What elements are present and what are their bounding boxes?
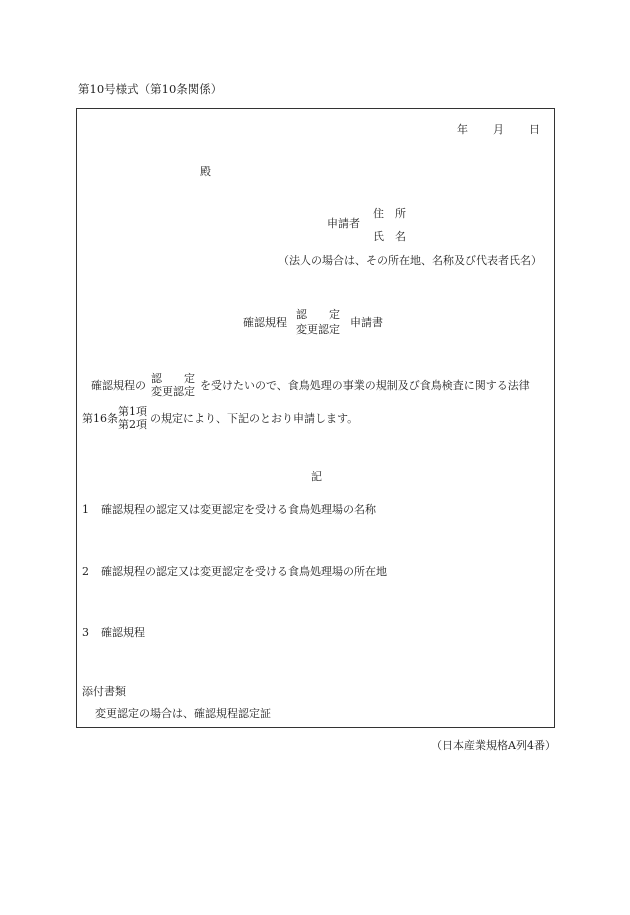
body-option-paragraph-2: 第2項	[118, 418, 147, 431]
applicant-address: 住 所	[373, 207, 406, 220]
body-line1-end: を受けたいので、食鳥処理の事業の規制及び食鳥検査に関する法律	[200, 379, 530, 392]
title-options	[296, 309, 340, 335]
body-line1-options	[151, 373, 195, 397]
item-2-text: 確認規程の認定又は変更認定を受ける食鳥処理場の所在地	[101, 565, 387, 578]
date-day: 日	[529, 123, 540, 136]
item-3-text: 確認規程	[101, 626, 145, 639]
title-option-approval: 認 定	[296, 308, 340, 321]
body-option-change-approval: 変更認定	[151, 385, 195, 398]
item-2-number: 2	[82, 565, 89, 578]
applicant-name: 氏 名	[373, 230, 406, 243]
date-year: 年	[457, 123, 468, 136]
item-1-text: 確認規程の認定又は変更認定を受ける食鳥処理場の名称	[101, 503, 376, 516]
title-prefix: 確認規程	[243, 316, 287, 329]
item-1-number: 1	[82, 503, 89, 516]
item-3-number: 3	[82, 626, 89, 639]
body-line1-start: 確認規程の	[91, 379, 146, 392]
date-month: 月	[493, 123, 504, 136]
body-line2-start: 第16条	[82, 412, 118, 425]
record-heading: 記	[311, 470, 322, 483]
attachments-label: 添付書類	[82, 685, 126, 698]
body-option-approval: 認 定	[151, 372, 195, 385]
applicant-label: 申請者	[327, 217, 360, 230]
body-option-paragraph-1: 第1項	[118, 405, 147, 418]
form-number: 第10号様式（第10条関係）	[78, 82, 223, 96]
paper-size-note: （日本産業規格A列4番）	[431, 739, 556, 752]
attachments-text: 変更認定の場合は、確認規程認定証	[95, 707, 271, 720]
corporate-note: （法人の場合は、その所在地、名称及び代表者氏名）	[278, 254, 542, 267]
addressee-suffix: 殿	[200, 165, 211, 178]
body-line2-options	[118, 406, 147, 430]
title-option-change-approval: 変更認定	[296, 323, 340, 336]
body-line2-end: の規定により、下記のとおり申請します。	[150, 412, 359, 425]
title-suffix: 申請書	[350, 316, 383, 329]
